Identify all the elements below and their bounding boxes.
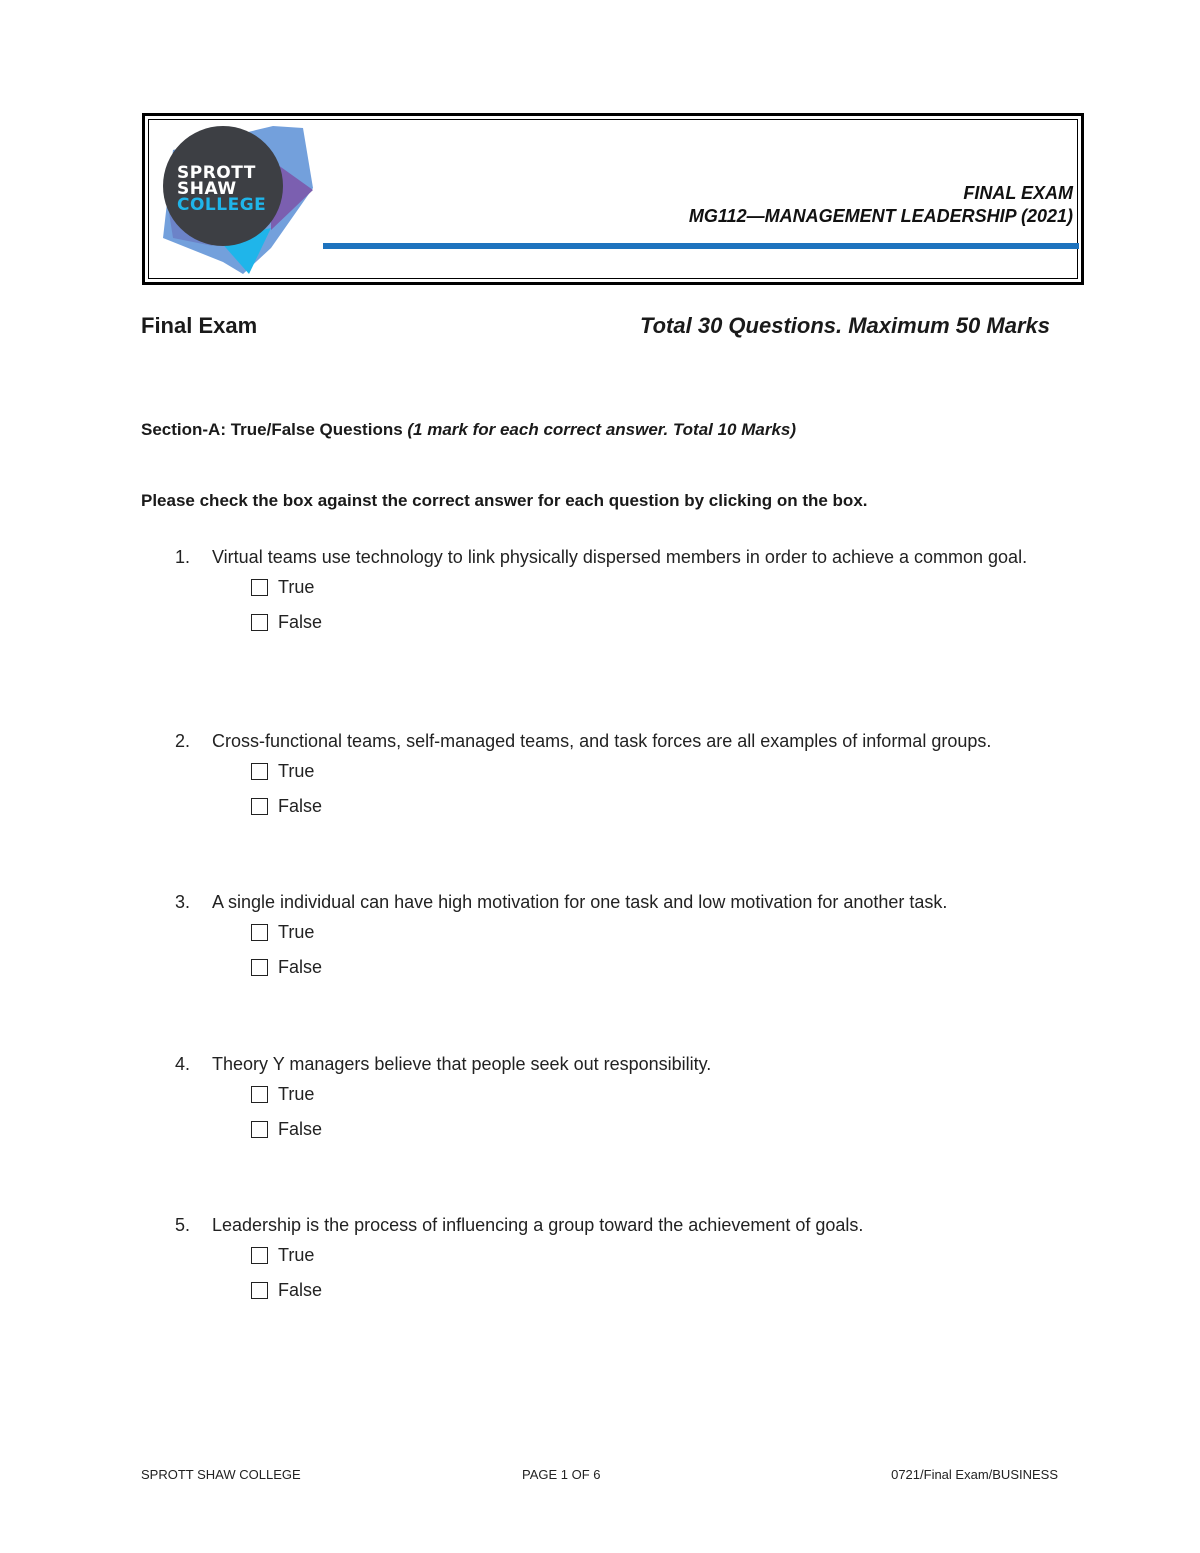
question-1 <box>175 546 1075 640</box>
checkbox-false[interactable] <box>251 1121 268 1138</box>
exam-total: Total 30 Questions. Maximum 50 Marks <box>640 313 1050 338</box>
section-note: (1 mark for each correct answer. Total 10 Marks) <box>407 420 797 439</box>
question-text: A single individual can have high motivation for one task and low motivation for another task. <box>212 892 948 912</box>
question-text: Theory Y managers believe that people seek out responsibility. <box>212 1054 712 1074</box>
question-line <box>175 730 1075 753</box>
footer-document-code: 0721/Final Exam/BUSINESS <box>891 1467 1058 1482</box>
question-line <box>175 1214 1075 1237</box>
question-3 <box>175 891 1075 985</box>
checkbox-true[interactable] <box>251 579 268 596</box>
question-5 <box>175 1214 1075 1308</box>
option-label: True <box>278 761 315 781</box>
option-label: True <box>278 577 315 597</box>
checkbox-false[interactable] <box>251 959 268 976</box>
header-title-line-2: MG112—MANAGEMENT LEADERSHIP (2021) <box>688 206 1073 226</box>
question-4 <box>175 1053 1075 1147</box>
option-true[interactable] <box>251 915 1075 950</box>
option-label: False <box>278 796 323 816</box>
question-number: 1. <box>175 547 191 567</box>
checkbox-true[interactable] <box>251 763 268 780</box>
question-number: 3. <box>175 892 191 912</box>
option-true[interactable] <box>251 1077 1075 1112</box>
question-text: Virtual teams use technology to link physically dispersed members in order to achieve a common goal. <box>212 547 1028 567</box>
college-logo <box>153 120 319 278</box>
logo-line-2: SHAW <box>177 179 237 199</box>
option-true[interactable] <box>251 570 1075 605</box>
option-false[interactable] <box>251 950 1075 985</box>
option-false[interactable] <box>251 1273 1075 1308</box>
checkbox-false[interactable] <box>251 1282 268 1299</box>
question-text: Cross-functional teams, self-managed teams, and task forces are all examples of informal groups. <box>212 731 992 751</box>
option-label: False <box>278 1119 323 1139</box>
header-title-line-1: FINAL EXAM <box>963 183 1073 203</box>
option-false[interactable] <box>251 1112 1075 1147</box>
checkbox-true[interactable] <box>251 924 268 941</box>
exam-header <box>142 113 1084 285</box>
section-title: Section-A: True/False Questions <box>141 420 408 439</box>
question-line <box>175 891 1075 914</box>
exam-label: Final Exam <box>141 313 258 338</box>
option-label: False <box>278 1280 323 1300</box>
checkbox-false[interactable] <box>251 614 268 631</box>
option-false[interactable] <box>251 789 1075 824</box>
footer-page-number: PAGE 1 OF 6 <box>522 1467 601 1482</box>
option-false[interactable] <box>251 605 1075 640</box>
section-heading <box>141 420 796 440</box>
question-text: Leadership is the process of influencing a group toward the achievement of goals. <box>212 1215 864 1235</box>
header-title <box>689 182 1073 228</box>
footer-college: SPROTT SHAW COLLEGE <box>141 1467 301 1482</box>
logo-line-3: COLLEGE <box>177 195 267 215</box>
option-label: True <box>278 1245 315 1265</box>
logo-wordmark <box>177 165 266 213</box>
question-number: 2. <box>175 731 191 751</box>
option-label: False <box>278 612 323 632</box>
checkbox-true[interactable] <box>251 1086 268 1103</box>
instructions: Please check the box against the correct answer for each question by clicking on the box. <box>141 491 868 510</box>
logo-line-1: SPROTT <box>177 163 256 183</box>
question-number: 5. <box>175 1215 191 1235</box>
option-label: False <box>278 957 323 977</box>
option-label: True <box>278 1084 315 1104</box>
question-number: 4. <box>175 1054 191 1074</box>
option-true[interactable] <box>251 1238 1075 1273</box>
header-blue-rule <box>323 243 1079 249</box>
option-label: True <box>278 922 315 942</box>
question-line <box>175 1053 1075 1076</box>
question-2 <box>175 730 1075 824</box>
checkbox-true[interactable] <box>251 1247 268 1264</box>
checkbox-false[interactable] <box>251 798 268 815</box>
option-true[interactable] <box>251 754 1075 789</box>
question-line <box>175 546 1075 569</box>
